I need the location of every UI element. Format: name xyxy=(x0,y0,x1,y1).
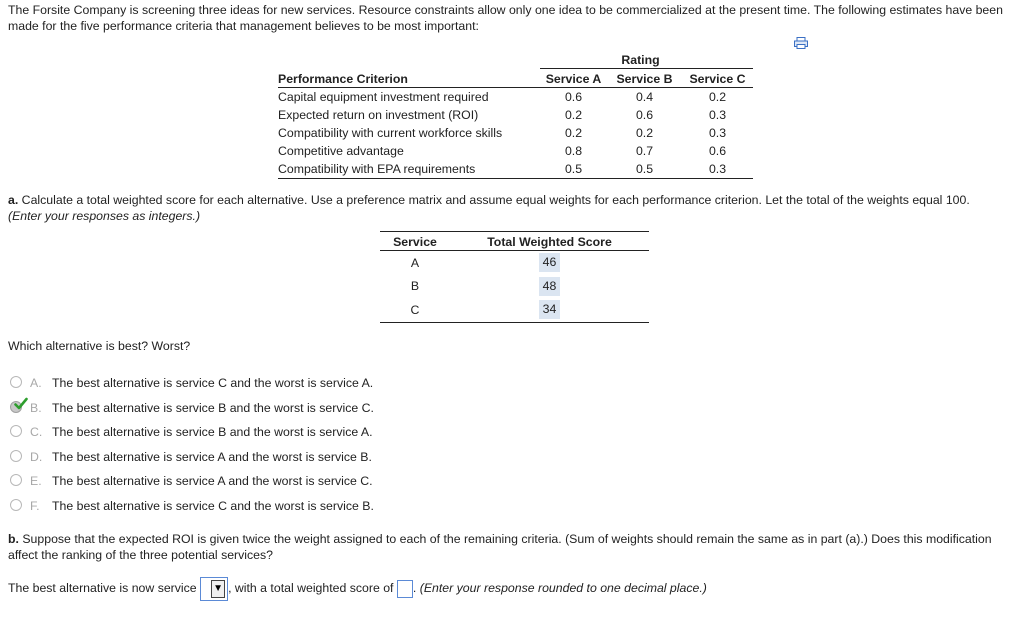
part-b-text: Suppose that the expected ROI is given twice the weight assigned to each of the remaining criteria. (Sum of weights should remain the same as in part (a).) Does this modification affect the ranking of the three potential services? xyxy=(8,532,992,562)
criterion-name: Competitive advantage xyxy=(278,144,404,158)
rating-value: 0.3 xyxy=(708,108,727,122)
option-letter: F. xyxy=(30,499,40,513)
table-row xyxy=(380,275,649,299)
option-text: The best alternative is service B and the worst is service A. xyxy=(52,425,373,439)
score-answer-b[interactable]: 48 xyxy=(539,277,561,296)
rating-value: 0.6 xyxy=(635,108,654,122)
radio-button[interactable] xyxy=(10,376,22,388)
rating-value: 0.6 xyxy=(564,90,583,104)
score-cell xyxy=(450,298,649,322)
rating-value: 0.5 xyxy=(540,160,607,179)
header-service-c: Service C xyxy=(682,70,753,88)
question-text: Which alternative is best? Worst? xyxy=(8,339,191,353)
final-answer-line xyxy=(8,576,707,600)
rating-value: 0.3 xyxy=(708,126,727,140)
service-label: B xyxy=(410,279,420,294)
table-row xyxy=(278,160,753,179)
final-punct: . xyxy=(412,581,417,595)
part-b-question xyxy=(8,531,1018,563)
intro-paragraph: The Forsite Company is screening three ideas for new services. Resource constraints allow only one idea to be commercialized at the present time. The following estimates have been made for the five performance criteria that management believes to be most important: xyxy=(8,3,1003,33)
option-letter: A. xyxy=(30,376,42,390)
rating-value: 0.7 xyxy=(635,144,654,158)
criteria-header-row xyxy=(278,70,753,88)
header-service-b: Service B xyxy=(607,70,682,88)
option-letter: B. xyxy=(30,401,42,415)
part-b-label: b. xyxy=(8,532,19,546)
header-performance-criterion: Performance Criterion xyxy=(278,70,540,88)
rating-value: 0.8 xyxy=(564,144,583,158)
radio-button[interactable] xyxy=(10,499,22,511)
rating-value: 0.2 xyxy=(708,90,727,104)
rating-value: 0.4 xyxy=(635,90,654,104)
option-text: The best alternative is service B and the worst is service C. xyxy=(52,401,374,415)
score-header-row xyxy=(380,233,649,251)
header-total-weighted-score: Total Weighted Score xyxy=(450,233,649,251)
radio-button[interactable] xyxy=(10,425,22,437)
part-a-text: Calculate a total weighted score for each alternative. Use a preference matrix and assume equal weights for each performance criterion. Let the total of the weights equal 100. xyxy=(18,193,970,207)
option-text: The best alternative is service A and the worst is service C. xyxy=(52,474,373,488)
rating-value: 0.2 xyxy=(635,126,654,140)
criterion-name: Compatibility with current workforce skills xyxy=(278,126,503,140)
print-icon[interactable] xyxy=(794,37,808,49)
part-a-label: a. xyxy=(8,193,19,207)
rating-value: 0.2 xyxy=(564,108,583,122)
option-text: The best alternative is service C and the worst is service B. xyxy=(52,499,374,513)
rating-value: 0.2 xyxy=(564,126,583,140)
service-label: C xyxy=(380,298,450,322)
final-prefix: The best alternative is now service xyxy=(8,581,197,595)
table-row xyxy=(278,124,753,142)
service-dropdown[interactable] xyxy=(200,577,228,601)
criterion-name: Capital equipment investment required xyxy=(278,90,489,104)
final-hint: (Enter your response rounded to one decimal place.) xyxy=(419,581,707,595)
score-cell xyxy=(450,251,649,275)
option-text: The best alternative is service C and the worst is service A. xyxy=(52,376,374,390)
table-row xyxy=(278,142,753,160)
score-table-topline xyxy=(380,231,649,232)
table-row xyxy=(380,251,649,275)
rating-underline xyxy=(540,68,753,69)
header-service-a: Service A xyxy=(540,70,607,88)
criterion-name: Expected return on investment (ROI) xyxy=(278,108,479,122)
dropdown-arrow-icon[interactable]: ▼ xyxy=(211,580,225,598)
score-answer-c[interactable]: 34 xyxy=(539,300,561,319)
weighted-score-input[interactable] xyxy=(397,580,413,598)
rating-value: 0.5 xyxy=(607,160,682,179)
score-cell xyxy=(450,275,649,299)
table-row xyxy=(278,88,753,107)
part-a-question xyxy=(8,192,1018,224)
option-letter: C. xyxy=(30,425,43,439)
score-answer-a[interactable]: 46 xyxy=(539,253,561,272)
table-row xyxy=(278,106,753,124)
option-letter: D. xyxy=(30,450,43,464)
rating-value: 0.3 xyxy=(682,160,753,179)
rating-value: 0.6 xyxy=(708,144,727,158)
criterion-name: Compatibility with EPA requirements xyxy=(278,160,540,179)
radio-button[interactable] xyxy=(10,474,22,486)
rating-header: Rating xyxy=(621,53,660,67)
radio-button[interactable] xyxy=(10,450,22,462)
header-service: Service xyxy=(380,233,450,251)
service-label: A xyxy=(410,255,420,270)
table-row xyxy=(380,298,649,322)
checkmark-icon xyxy=(14,397,28,411)
option-letter: E. xyxy=(30,474,42,488)
final-middle: , with a total weighted score of xyxy=(228,581,394,595)
option-text: The best alternative is service A and the worst is service B. xyxy=(52,450,372,464)
part-a-hint: (Enter your responses as integers.) xyxy=(8,209,201,223)
